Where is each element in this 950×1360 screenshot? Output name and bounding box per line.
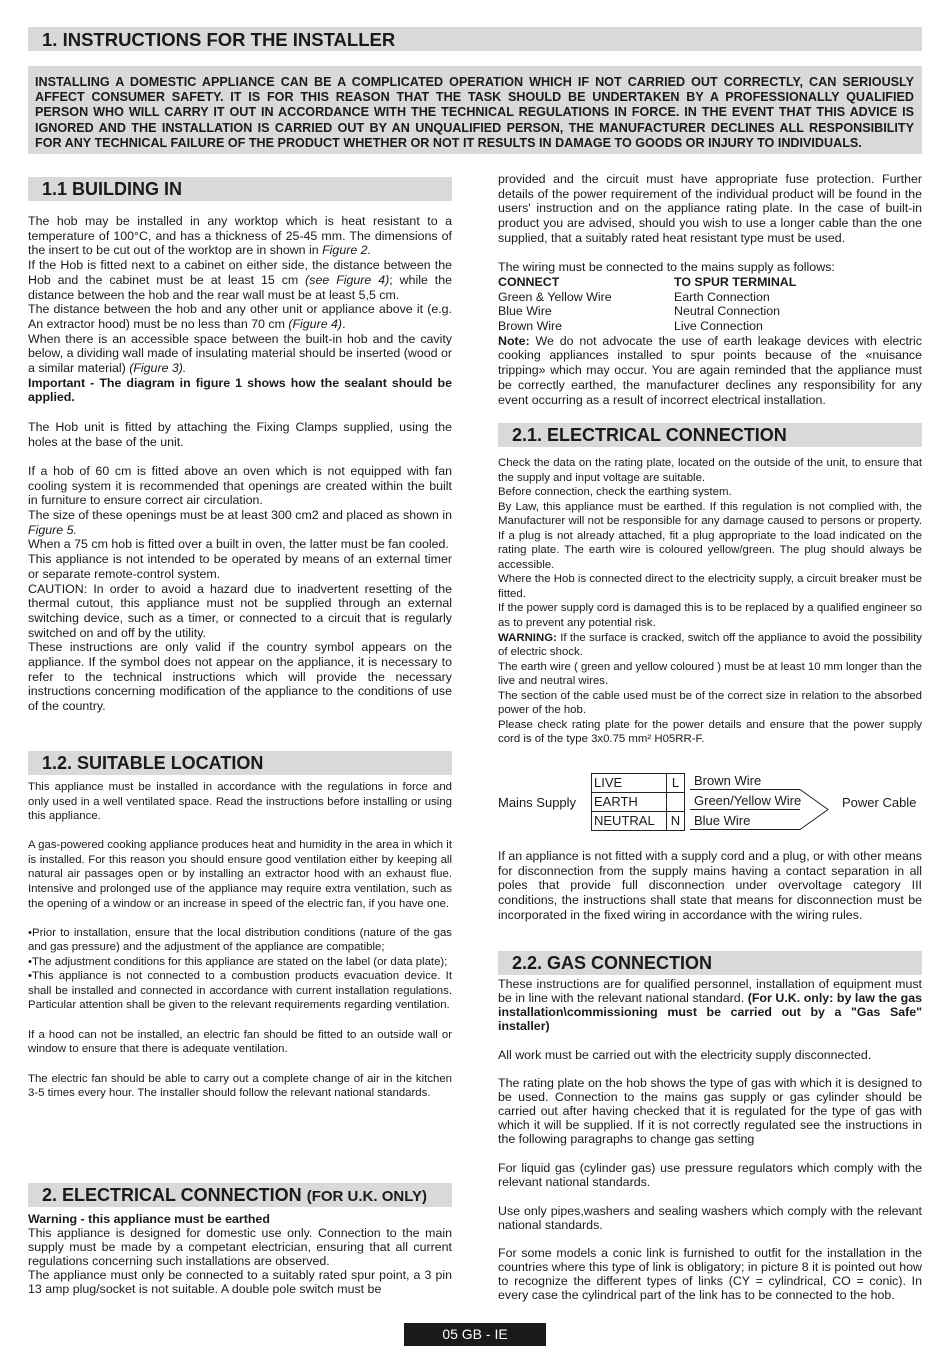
note: Note: We do not advocate the use of earth leakage devices with electric cooking appliances installed to spur points because of the «nuisance tripping» which may occur. You are again reminded that the appliance must be correctly earthed, the manufacturer declines any responsibility for any event occurring as a result of incorrect electrical installation.	[498, 333, 922, 407]
column-header: TO SPUR TERMINAL	[674, 274, 797, 289]
electrical-uk-continued	[498, 172, 922, 407]
paragraph: Please check rating plate for the power details and ensure that the power supply cord is of the type 3x0.75 mm² H05RR-F.	[498, 718, 922, 746]
paragraph: These instructions are only valid if the country symbol appears on the appliance. If the symbol does not appear on the appliance, it is necessary to refer to the technical instructions which will provide the necessary instructions concerning modification of the appliance to the conditions of use of the country.	[28, 640, 452, 714]
table-row: LIVE L	[592, 774, 685, 793]
table-row: NEUTRAL N	[592, 812, 685, 831]
paragraph: Where the Hob is connected direct to the electricity supply, a circuit breaker must be fitted.	[498, 573, 922, 600]
paragraph: A gas-powered cooking appliance produces heat and humidity in the area in which it is installed. For this reason you should ensure good ventilation either by keeping all natural air passages open or by installing an extractor hood with an exhaust flue. Intensive and prolonged use of the appliance may require extra ventilation, such as the opening of a window or an increase in speed of the electric fan, if you have one.	[28, 839, 452, 910]
wire-label: Green/Yellow Wire	[694, 793, 802, 808]
wiring-intro: The wiring must be connected to the mains supply as follows:	[498, 260, 835, 275]
paragraph: When there is an accessible space between the built-in hob and the cavity below, a dividing wall made of insulating material should be inserted (wood or a similar material) (Figure 3).	[28, 331, 452, 376]
terminal-table	[591, 773, 685, 831]
heading-electrical-uk: 2. ELECTRICAL CONNECTION (FOR U.K. ONLY)	[28, 1183, 452, 1207]
mains-supply-label: Mains Supply	[498, 795, 577, 810]
power-cable-label: Power Cable	[842, 795, 917, 810]
paragraph: The earth wire ( green and yellow coloured ) must be at least 10 mm longer than the live and neutral wires.	[498, 660, 922, 688]
heading-electrical-connection: 2.1. ELECTRICAL CONNECTION	[498, 423, 922, 447]
paragraph: For liquid gas (cylinder gas) use pressure regulators which comply with the relevant national standards.	[498, 1161, 922, 1190]
table-row: EARTH	[592, 793, 685, 812]
paragraph: The section of the cable used must be of the correct size in relation to the absorbed power of the hob.	[498, 689, 922, 717]
paragraph: The Hob unit is fitted by attaching the Fixing Clamps supplied, using the holes at the base of the unit.	[28, 419, 452, 449]
wiring-diagram	[498, 770, 928, 834]
heading-suitable-location: 1.2. SUITABLE LOCATION	[28, 751, 452, 775]
paragraph: The rating plate on the hob shows the type of gas with which it is designed to be used. Connection to the mains gas supply or gas cylinder should be carried out after having checked that it is regulated for the type of gas with which it will be supplied. If it is not correctly regulated see the instructions in the following paragraphs to change gas setting	[498, 1076, 922, 1147]
table-row: Brown Wire Live Connection	[498, 319, 763, 334]
location-text	[28, 780, 452, 1101]
table-row: Blue Wire Neutral Connection	[498, 304, 781, 319]
paragraph: If an appliance is not fitted with a supply cord and a plug, or with other means for disconnection from the supply mains having a contact separation in all poles that provide full disconnection under overvoltage category III conditions, the instructions shall state that means for disconnection must be incorporated in the fixed wiring in accordance with the wiring rules.	[498, 849, 922, 922]
list-item: •This appliance is not connected to a combustion products evacuation device. It shall be installed and connected in accordance with current installation regulations. Particular attention shall be given to the relevant requirements regarding ventilation.	[28, 970, 452, 1012]
table-row: Green & Yellow Wire Earth Connection	[498, 289, 770, 304]
earthed-warning: Warning - this appliance must be earthed	[28, 1212, 270, 1226]
paragraph: Check the data on the rating plate, located on the outside of the unit, to ensure that the supply and input voltage are suitable.	[498, 457, 922, 484]
paragraph: This appliance must be installed in accordance with the regulations in force and only used in a well ventilated space. Read the instructions before installing or using this appliance.	[28, 781, 452, 823]
electrical-uk-text	[28, 1212, 452, 1296]
list-item: •Prior to installation, ensure that the local distribution conditions (nature of the gas and gas pressure) and the adjustment of the appliance are compatible;	[28, 926, 452, 954]
column-header: CONNECT	[498, 274, 560, 289]
paragraph: If the power supply cord is damaged this is to be replaced by a qualified engineer so as to prevent any potential risk.	[498, 602, 922, 630]
paragraph: This appliance is designed for domestic use only. Connection to the main supply must be made by a competant electrician, ensuring that all current regulations concerning such installations are observed.	[28, 1226, 452, 1268]
wire-label: Brown Wire	[694, 773, 762, 788]
installer-warning: INSTALLING A DOMESTIC APPLIANCE CAN BE A COMPLICATED OPERATION WHICH IF NOT CARRIED OUT CORRECTLY, CAN SERIOUSLY AFFECT CONSUMER SAFETY. IT IS FOR THIS REASON THAT THE TASK SHOULD BE UNDERTAKEN BY A PROFESSIONALLY QUALIFIED PERSON WHO WILL CARRY IT OUT IN ACCORDANCE WITH THE TECHNICAL REGULATIONS IN FORCE. IN THE EVENT THAT THIS ADVICE IS IGNORED AND THE INSTALLATION IS CARRIED OUT BY AN UNQUALIFIED PERSON, THE MANUFACTURER DECLINES ALL RESPONSIBILITY FOR ANY TECHNICAL FAILURE OF THE PRODUCT WHETHER OR NOT IT RESULTS IN DAMAGE TO GOODS OR INJURY TO INDIVIDUALS.	[28, 66, 922, 154]
paragraph: The electric fan should be able to carry out a complete change of air in the kitchen 3-5 times every hour. The installer should follow the relevant national standards.	[28, 1072, 452, 1100]
paragraph: Before connection, check the earthing system.	[498, 486, 732, 499]
paragraph: WARNING: If the surface is cracked, switch off the appliance to avoid the possibility of electric shock.	[498, 631, 922, 659]
paragraph: Use only pipes,washers and sealing washers which comply with the relevant national standards.	[498, 1203, 922, 1232]
paragraph: The size of these openings must be at least 300 cm2 and placed as shown in Figure 5.	[28, 508, 452, 537]
disconnection-text	[498, 849, 922, 923]
paragraph: For some models a conic link is furnished to outfit for the installation in the countries where this type of link is obligatory; in picture 8 it is pointed out how to recognize the different types of links (CY = cylindrical, CO = conic). In every case the cylindrical part of the link has to be connected to the hob.	[498, 1246, 922, 1303]
paragraph: When a 75 cm hob is fitted over a built in oven, the latter must be fan cooled.	[28, 537, 449, 552]
paragraph: This appliance is not intended to be operated by means of an external timer or separate remote-control system.	[28, 552, 452, 581]
paragraph: CAUTION: In order to avoid a hazard due to inadvertent resetting of the thermal cutout, this appliance must not be supplied through an external switching device, such as a timer, or connected to a circuit that is regularly switched on and off by the utility.	[28, 581, 452, 640]
wiring-table	[498, 275, 796, 334]
heading-gas-connection: 2.2. GAS CONNECTION	[498, 951, 922, 975]
paragraph: The distance between the hob and any other unit or appliance above it (e.g. An extractor hood) must be no less than 70 cm (Figure 4).	[28, 302, 452, 331]
page-number: 05 GB - IE	[404, 1323, 546, 1346]
cable-lines	[688, 770, 840, 834]
page-title: 1. INSTRUCTIONS FOR THE INSTALLER	[28, 27, 922, 51]
heading-building-in: 1.1 BUILDING IN	[28, 177, 452, 201]
paragraph: provided and the circuit must have appropriate fuse protection. Further details of the power requirement of the individual product will be found in the users' instruction and on the appliance rating plate. In the case of built-in product you are advised, should you wish to use a longer cable than the one supplied, that a suitably rated heat resistant type must be used.	[498, 172, 922, 245]
list-item: •The adjustment conditions for this appliance are stated on the label (or data plate);	[28, 955, 448, 968]
wire-label: Blue Wire	[694, 813, 751, 828]
important-note: Important - The diagram in figure 1 shows how the sealant should be applied.	[28, 375, 452, 405]
paragraph: The hob may be installed in any worktop which is heat resistant to a temperature of 100°C, and has a thickness of 25-45 mm. The dimensions of the insert to be cut out of the worktop are in shown in Figure 2.	[28, 214, 452, 258]
paragraph: If a hob of 60 cm is fitted above an oven which is not equipped with fan cooling system it is recommended that openings are created within the built in furniture to ensure correct air circulation.	[28, 463, 452, 508]
paragraph: These instructions are for qualified personnel, installation of equipment must be in line with the relevant national standard. (For U.K. only: by law the gas installation\commissioning must be carried out by a "Gas Safe" installer)	[498, 977, 922, 1033]
paragraph: All work must be carried out with the electricity supply disconnected.	[498, 1047, 872, 1062]
paragraph: The appliance must only be connected to a suitably rated spur point, a 3 pin 13 amp plug/socket is not suitable. A double pole switch must be	[28, 1268, 452, 1296]
electrical-text	[498, 456, 922, 747]
gas-text	[498, 977, 922, 1302]
paragraph: By Law, this appliance must be earthed. If this regulation is not complied with, the Manufacturer will not be responsible for any damage caused to persons or property. If a plug is not already attached, fit a plug appropriate to the load indicated on the rating plate. The earth wire is coloured yellow/green. The plug should always be accessible.	[498, 500, 922, 571]
paragraph: If the Hob is fitted next to a cabinet on either side, the distance between the Hob and the cabinet must be at least 15 cm (see Figure 4); while the distance between the hob and the rear wall must be at least 5,5 cm.	[28, 258, 452, 302]
building-in-text	[28, 214, 452, 714]
paragraph: If a hood can not be installed, an electric fan should be fitted to an outside wall or window to ensure that there is adequate ventilation.	[28, 1028, 452, 1056]
